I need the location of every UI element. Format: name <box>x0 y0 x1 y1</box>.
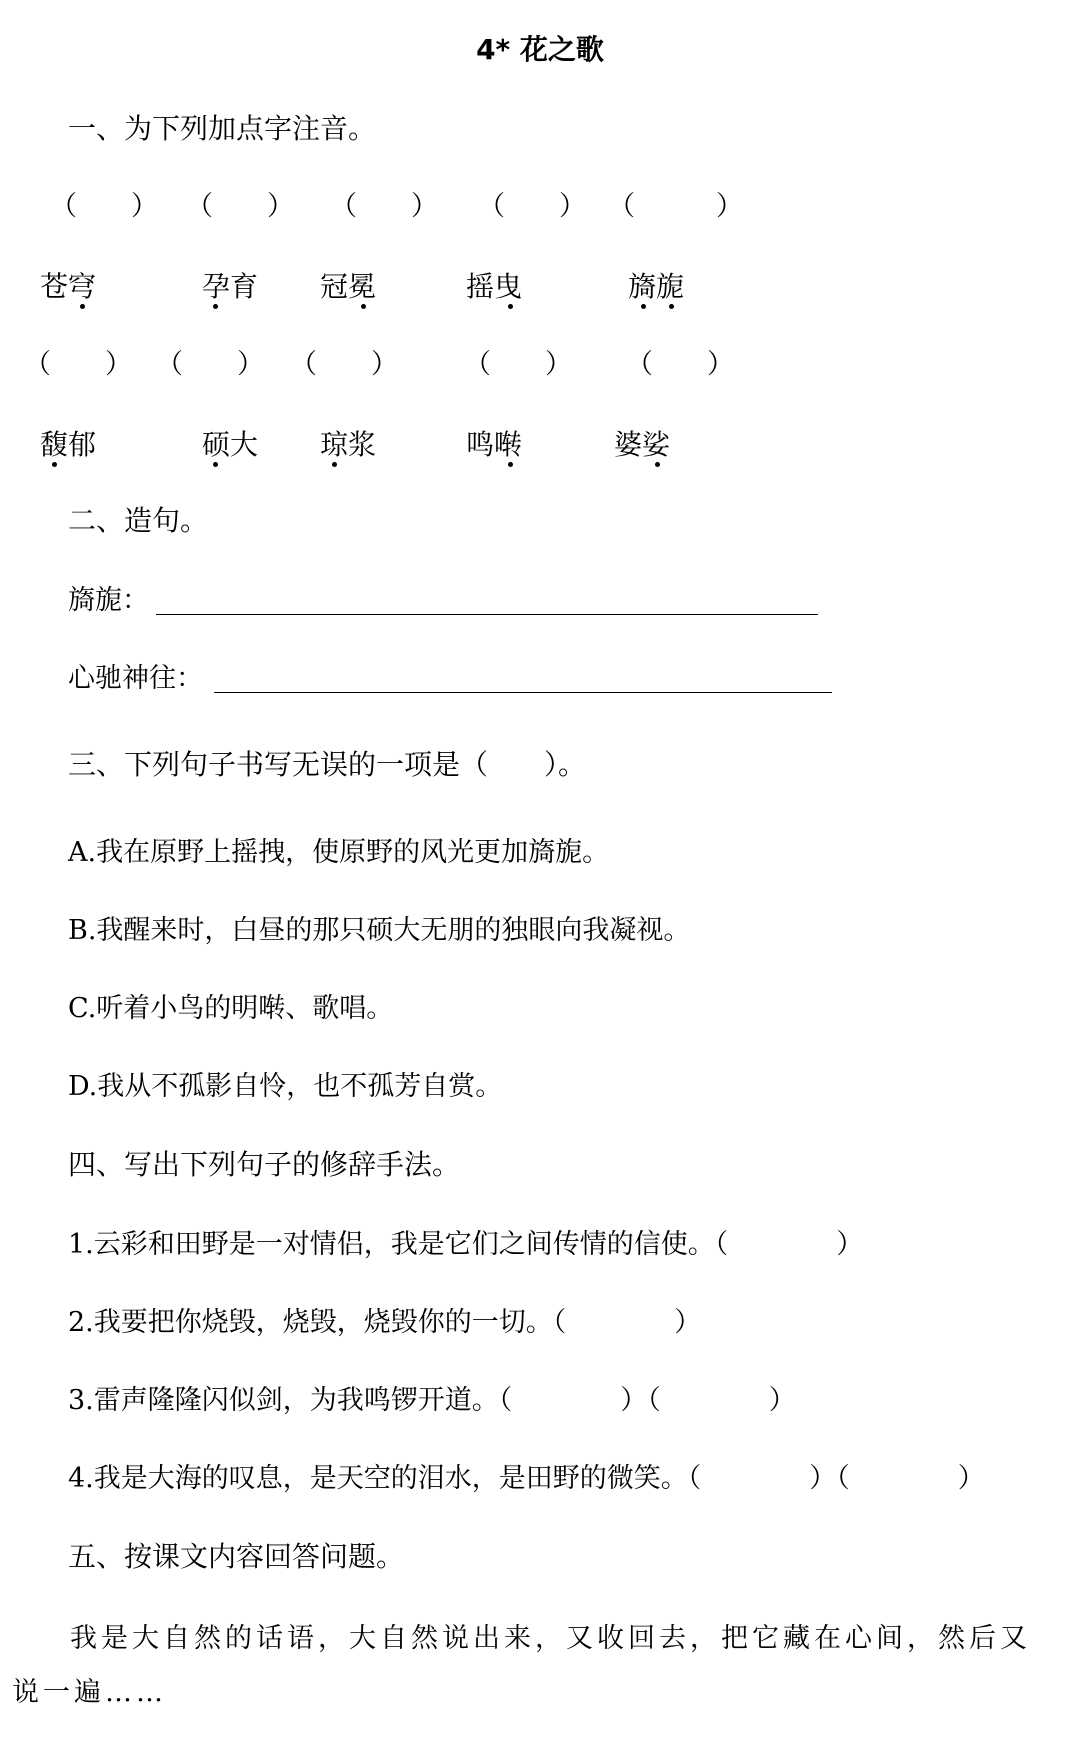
choice-option: B.我醒来时，白昼的那只硕大无朋的独眼向我凝视。 <box>68 915 691 946</box>
vocab-word: 琼浆 <box>320 428 377 461</box>
pinyin-blank: （ ） <box>330 191 438 222</box>
emphasis-dot <box>641 304 646 309</box>
page-title: 4* 花之歌 <box>476 33 604 66</box>
pinyin-blank: （ ） <box>156 349 264 380</box>
rhetoric-item: 3.雷声隆隆闪似剑，为我鸣锣开道。（ ）（ ） <box>68 1385 796 1416</box>
choice-option: C.听着小鸟的明啭、歌唱。 <box>68 993 394 1024</box>
emphasis-dot <box>213 304 218 309</box>
choice-option: D.我从不孤影自怜，也不孤芳自赏。 <box>68 1071 503 1102</box>
emphasis-dot <box>655 462 660 467</box>
answer-line <box>214 692 832 693</box>
pinyin-blank: （ ） <box>290 349 398 380</box>
rhetoric-item: 1.云彩和田野是一对情侣，我是它们之间传情的信使。（ ） <box>68 1229 864 1260</box>
pinyin-blank: （ ） <box>464 349 572 380</box>
choice-option: A.我在原野上摇拽，使原野的风光更加旖旎。 <box>68 837 610 868</box>
vocab-word: 苍穹 <box>40 270 97 303</box>
section1-heading: 一、为下列加点字注音。 <box>68 112 377 145</box>
vocab-word: 孕育 <box>202 270 259 303</box>
pinyin-blank: （ ） <box>608 191 743 222</box>
pinyin-blank: （ ） <box>626 349 734 380</box>
emphasis-dot <box>508 462 513 467</box>
vocab-word: 摇曳 <box>466 270 523 303</box>
section3-heading: 三、下列句子书写无误的一项是（ ）。 <box>68 748 587 781</box>
pinyin-blank: （ ） <box>50 191 158 222</box>
emphasis-dot <box>52 462 57 467</box>
emphasis-dot <box>361 304 366 309</box>
answer-line <box>156 614 818 615</box>
rhetoric-item: 4.我是大海的叹息，是天空的泪水，是田野的微笑。（ ）（ ） <box>68 1463 985 1494</box>
vocab-word: 冠冕 <box>320 270 377 303</box>
vocab-word: 鸣啭 <box>466 428 523 461</box>
section2-heading: 二、造句。 <box>68 504 209 537</box>
section4-heading: 四、写出下列句子的修辞手法。 <box>68 1148 461 1181</box>
section5-heading: 五、按课文内容回答问题。 <box>68 1540 405 1573</box>
vocab-word: 硕大 <box>202 428 259 461</box>
vocab-word: 馥郁 <box>40 428 97 461</box>
rhetoric-item: 2.我要把你烧毁，烧毁，烧毁你的一切。（ ） <box>68 1307 702 1338</box>
passage-text: 我是大自然的话语，大自然说出来，又收回去，把它藏在心间，然后又说一遍…… <box>12 1623 1031 1708</box>
emphasis-dot <box>508 304 513 309</box>
sentence-prompt: 心驰神往： <box>68 663 203 694</box>
pinyin-blank: （ ） <box>24 349 132 380</box>
sentence-prompt: 旖旎： <box>68 585 149 616</box>
vocab-word: 旖旎 <box>628 270 685 303</box>
pinyin-blank: （ ） <box>478 191 586 222</box>
emphasis-dot <box>669 304 674 309</box>
pinyin-blank: （ ） <box>186 191 294 222</box>
vocab-word: 婆娑 <box>614 428 671 461</box>
emphasis-dot <box>213 462 218 467</box>
emphasis-dot <box>332 462 337 467</box>
emphasis-dot <box>80 304 85 309</box>
